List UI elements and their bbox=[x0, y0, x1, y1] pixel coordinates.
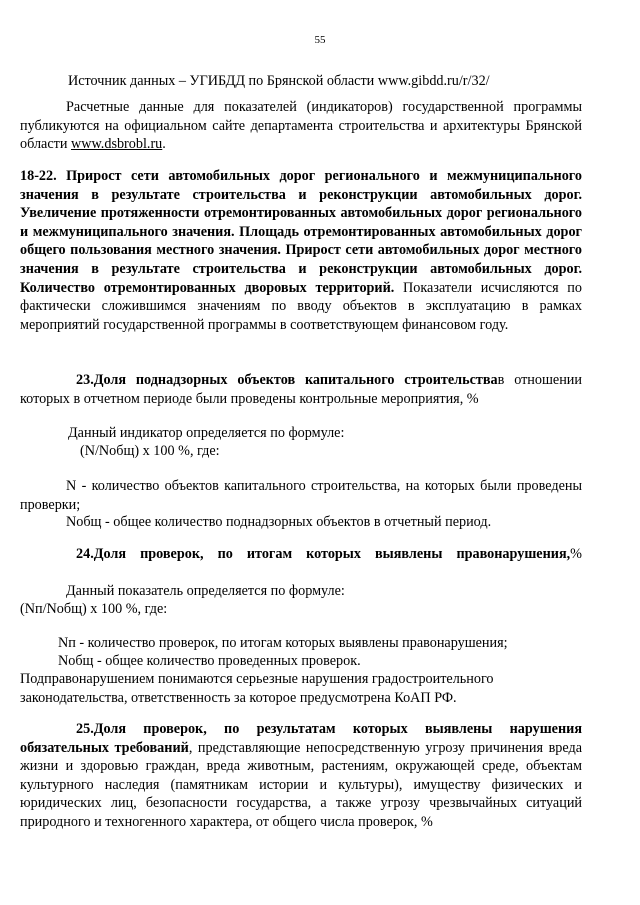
calc-note-end: . bbox=[162, 136, 166, 153]
section-23-heading: 23.Доля поднадзорных объектов капитального строительства bbox=[76, 372, 498, 388]
section-24-note: Подправонарушением понимаются серьезные нарушения градостроительного законодательства, ответственность за которое предусмотрена КоАП РФ. bbox=[20, 671, 494, 706]
section-23-paragraph bbox=[20, 371, 582, 408]
source-line: Источник данных – УГИБДД по Брянской области www.gibdd.ru/r/32/ bbox=[68, 73, 490, 89]
page-number: 55 bbox=[314, 34, 326, 46]
dsbrobl-link[interactable]: www.dsbrobl.ru bbox=[70, 136, 163, 153]
section-18-22-heading: 18-22. Прирост сети автомобильных дорог регионального и межмуниципального значения в результате строительства и реконструкции автомобильных дорог. Увеличение протяженности отремонтированных автомобильных дорог регионального и межмуниципального значения. Площадь отремонтированных автомобильных дорог общего пользования местного значения. Прирост сети автомобильных дорог местного значения в результате строительства и реконструкции автомобильных дорог. Количество отремонтированных дворовых территорий. bbox=[20, 168, 582, 296]
section-23-formula: (N/Nобщ) x 100 %, где: bbox=[80, 443, 220, 459]
section-24-heading-line bbox=[20, 545, 582, 564]
section-24-formula-intro: Данный показатель определяется по формуле: bbox=[66, 583, 345, 599]
section-24-unit: % bbox=[570, 546, 582, 562]
section-18-22-paragraph bbox=[20, 167, 582, 334]
section-25-text: , представляющие непосредственную угрозу причинения вреда жизни и здоровью граждан, вреда животным, растениям, окружающей среде, объектам культурного наследия (памятникам истории и культуры), имуществу физических и юридических лиц, безопасности государства, а также угрозу чрезвычайных ситуаций природного и техногенного характера, от общего числа проверок, % bbox=[20, 739, 582, 830]
section-25-paragraph bbox=[20, 720, 582, 832]
section-18-22-text: Показатели исчисляются по фактически сложившимся значениям по вводу объектов в эксплуатацию в рамках мероприятий государственной программы в соответствующем финансовом году. bbox=[20, 279, 582, 333]
section-24-def-total: Nобщ - общее количество проведенных проверок. bbox=[58, 653, 361, 669]
section-24-heading: 24.Доля проверок, по итогам которых выявлены правонарушения, bbox=[76, 546, 571, 562]
section-23-text: в отношении которых в отчетном периоде были проведены контрольные мероприятия, % bbox=[20, 372, 582, 407]
section-23-def-n: N - количество объектов капитального строительства, на которых были проведены проверки; bbox=[20, 478, 582, 513]
section-25-heading: 25.Доля проверок, по результатам которых выявлены нарушения обязательных требований bbox=[20, 721, 582, 756]
section-24-def-n: Nп - количество проверок, по итогам которых выявлены правонарушения; bbox=[58, 635, 508, 651]
section-23-def-total: Nобщ - общее количество поднадзорных объектов в отчетный период. bbox=[66, 514, 492, 530]
section-23-formula-intro: Данный индикатор определяется по формуле: bbox=[68, 425, 345, 441]
section-24-formula: (Nп/Nобщ) x 100 %, где: bbox=[20, 601, 168, 617]
calc-note-text: Расчетные данные для показателей (индикаторов) государственной программы публикуются на официальном сайте департамента строительства и архитектуры Брянской области bbox=[20, 99, 582, 153]
calc-note-paragraph bbox=[20, 98, 582, 154]
